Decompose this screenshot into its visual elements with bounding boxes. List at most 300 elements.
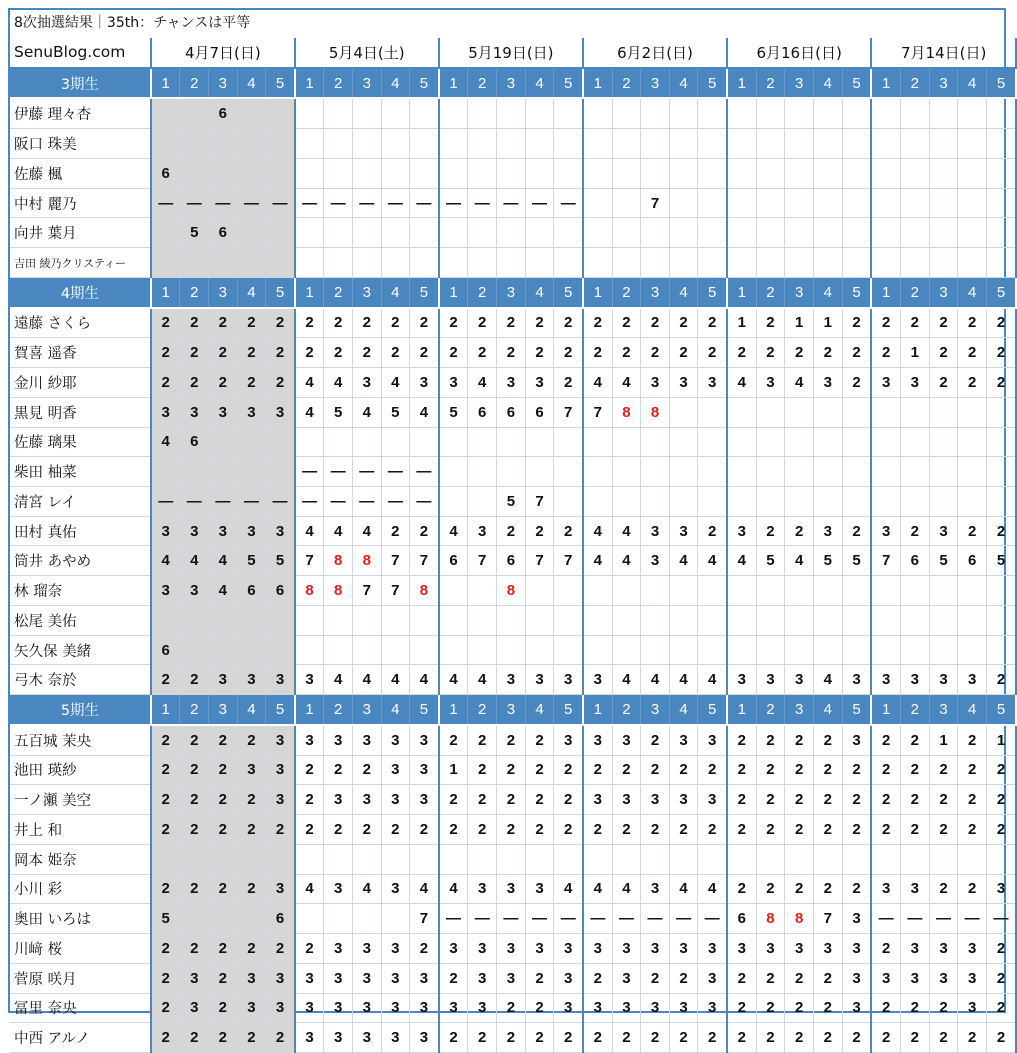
result-cell: 3 — [295, 963, 324, 993]
slot-number: 1 — [871, 277, 900, 307]
result-cell: 2 — [901, 516, 930, 546]
result-cell: 8 — [641, 397, 670, 427]
slot-number: 4 — [958, 68, 987, 99]
result-cell — [439, 635, 468, 665]
result-cell: 3 — [987, 874, 1016, 904]
result-cell: 2 — [525, 338, 554, 368]
result-cell: 2 — [987, 993, 1016, 1023]
result-cell — [554, 427, 583, 457]
result-cell — [641, 487, 670, 517]
result-cell: 3 — [554, 963, 583, 993]
member-name: 伊藤 理々杏 — [10, 98, 151, 128]
result-cell: 2 — [497, 785, 526, 815]
result-cell: 2 — [871, 308, 900, 338]
result-cell — [698, 635, 727, 665]
slot-number: 3 — [641, 68, 670, 99]
result-cell: 2 — [987, 1023, 1016, 1053]
result-cell — [209, 158, 238, 188]
member-name: 岡本 姫奈 — [10, 844, 151, 874]
slot-number: 4 — [958, 695, 987, 725]
result-cell: 2 — [641, 338, 670, 368]
result-cell: 3 — [237, 993, 266, 1023]
result-cell: 3 — [180, 963, 209, 993]
result-cell: 6 — [901, 546, 930, 576]
result-cell: 2 — [180, 725, 209, 755]
result-cell: 3 — [468, 993, 497, 1023]
result-cell: 2 — [468, 308, 497, 338]
result-cell — [410, 248, 439, 278]
result-cell — [612, 427, 641, 457]
result-cell: 2 — [901, 993, 930, 1023]
result-cell: 3 — [352, 993, 381, 1023]
result-cell: 3 — [901, 963, 930, 993]
member-row — [10, 248, 1016, 278]
result-cell — [958, 576, 987, 606]
result-cell: 2 — [958, 755, 987, 785]
result-cell — [324, 129, 353, 159]
result-cell: 3 — [785, 934, 814, 964]
result-cell: 6 — [497, 546, 526, 576]
result-cell — [209, 129, 238, 159]
result-cell — [324, 218, 353, 248]
slot-number: 2 — [468, 68, 497, 99]
result-cell: 2 — [871, 815, 900, 845]
result-cell: 2 — [958, 874, 987, 904]
result-cell — [987, 248, 1016, 278]
result-cell: — — [901, 904, 930, 934]
result-cell — [180, 457, 209, 487]
result-cell — [698, 248, 727, 278]
result-cell: 2 — [987, 934, 1016, 964]
result-cell: 8 — [410, 576, 439, 606]
result-cell: — — [295, 457, 324, 487]
result-cell: 4 — [612, 874, 641, 904]
result-cell: 4 — [554, 874, 583, 904]
result-cell — [151, 248, 180, 278]
slot-number: 4 — [525, 695, 554, 725]
result-cell: 7 — [295, 546, 324, 576]
result-cell — [756, 635, 785, 665]
result-cell: 3 — [266, 725, 295, 755]
member-name: 林 瑠奈 — [10, 576, 151, 606]
result-cell: 2 — [381, 308, 410, 338]
result-cell: 4 — [612, 665, 641, 695]
result-cell: 2 — [583, 755, 612, 785]
slot-number: 5 — [410, 695, 439, 725]
result-cell — [554, 844, 583, 874]
result-cell: 5 — [756, 546, 785, 576]
generation-header-row — [10, 68, 1016, 99]
result-cell: 3 — [324, 785, 353, 815]
member-row — [10, 904, 1016, 934]
result-cell — [669, 218, 698, 248]
result-cell — [929, 635, 958, 665]
member-row — [10, 427, 1016, 457]
result-cell: 1 — [813, 308, 842, 338]
member-name: 吉田 綾乃クリスティー — [10, 248, 151, 278]
result-cell: 3 — [410, 755, 439, 785]
result-cell: — — [295, 487, 324, 517]
result-cell — [871, 129, 900, 159]
result-cell — [756, 397, 785, 427]
result-cell: 8 — [497, 576, 526, 606]
result-cell — [209, 635, 238, 665]
result-cell — [468, 576, 497, 606]
result-cell: 2 — [151, 755, 180, 785]
result-cell — [583, 635, 612, 665]
member-name: 矢久保 美緒 — [10, 635, 151, 665]
result-cell: 2 — [554, 338, 583, 368]
result-cell — [497, 218, 526, 248]
slot-number: 2 — [468, 277, 497, 307]
result-cell: 3 — [641, 516, 670, 546]
result-cell: 2 — [698, 338, 727, 368]
result-cell: 5 — [439, 397, 468, 427]
result-cell — [901, 844, 930, 874]
result-cell: 2 — [497, 725, 526, 755]
result-cell: 2 — [987, 755, 1016, 785]
result-cell — [468, 218, 497, 248]
result-cell — [785, 576, 814, 606]
result-cell: 8 — [295, 576, 324, 606]
result-cell — [525, 158, 554, 188]
result-cell — [929, 188, 958, 218]
result-cell: 4 — [209, 576, 238, 606]
result-cell: — — [641, 904, 670, 934]
result-cell: 2 — [439, 338, 468, 368]
result-cell: 2 — [813, 785, 842, 815]
result-cell — [929, 248, 958, 278]
result-cell: 2 — [871, 934, 900, 964]
result-cell — [871, 218, 900, 248]
result-cell: 3 — [266, 665, 295, 695]
result-cell — [295, 844, 324, 874]
result-cell: 3 — [698, 993, 727, 1023]
result-cell — [497, 605, 526, 635]
result-cell: 3 — [901, 934, 930, 964]
result-cell — [929, 218, 958, 248]
result-cell — [698, 844, 727, 874]
result-cell — [756, 457, 785, 487]
result-cell: 2 — [497, 993, 526, 1023]
result-cell: 7 — [525, 546, 554, 576]
result-cell: 3 — [669, 993, 698, 1023]
slot-number: 3 — [497, 68, 526, 99]
page-title: 8次抽選結果｜35th：チャンスは平等 — [14, 15, 251, 31]
result-cell: 7 — [641, 188, 670, 218]
result-cell: 8 — [756, 904, 785, 934]
result-cell — [756, 248, 785, 278]
result-cell: 2 — [958, 785, 987, 815]
member-row — [10, 338, 1016, 368]
date-header: 6月2日(日) — [583, 38, 727, 68]
result-cell: 2 — [958, 815, 987, 845]
result-cell — [439, 218, 468, 248]
result-cell — [497, 158, 526, 188]
result-cell: 2 — [698, 308, 727, 338]
result-cell — [698, 158, 727, 188]
result-cell: 2 — [785, 993, 814, 1023]
result-cell — [266, 635, 295, 665]
result-cell: — — [180, 188, 209, 218]
result-cell — [295, 98, 324, 128]
result-cell: 3 — [352, 963, 381, 993]
result-cell: 3 — [669, 368, 698, 398]
result-cell — [381, 158, 410, 188]
result-cell: 3 — [352, 725, 381, 755]
result-cell — [237, 457, 266, 487]
result-cell: 2 — [180, 934, 209, 964]
result-cell — [266, 844, 295, 874]
result-cell: 4 — [612, 368, 641, 398]
result-cell — [987, 158, 1016, 188]
slot-number: 5 — [987, 68, 1016, 99]
result-cell — [669, 457, 698, 487]
result-cell — [180, 129, 209, 159]
result-cell: 3 — [497, 874, 526, 904]
result-cell — [727, 427, 756, 457]
result-cell: 3 — [871, 665, 900, 695]
result-cell: 2 — [698, 1023, 727, 1053]
result-cell — [842, 427, 871, 457]
result-cell — [237, 635, 266, 665]
result-cell — [901, 576, 930, 606]
result-cell: 2 — [352, 308, 381, 338]
result-cell — [352, 158, 381, 188]
result-cell: 2 — [756, 963, 785, 993]
result-cell: 2 — [929, 993, 958, 1023]
result-cell: 3 — [237, 665, 266, 695]
result-cell: 3 — [727, 665, 756, 695]
result-cell: 2 — [669, 1023, 698, 1053]
slot-number: 4 — [237, 277, 266, 307]
result-cell — [813, 129, 842, 159]
slot-number: 4 — [525, 68, 554, 99]
result-cell: 3 — [439, 368, 468, 398]
result-cell — [901, 218, 930, 248]
result-cell: 4 — [352, 397, 381, 427]
result-cell: 3 — [901, 368, 930, 398]
result-cell: 3 — [958, 963, 987, 993]
result-cell — [525, 457, 554, 487]
result-cell: 2 — [180, 665, 209, 695]
result-cell: 3 — [266, 874, 295, 904]
result-cell — [352, 129, 381, 159]
member-row — [10, 844, 1016, 874]
slot-number: 2 — [901, 277, 930, 307]
member-name: 冨里 奈央 — [10, 993, 151, 1023]
result-cell: 3 — [756, 665, 785, 695]
result-cell — [958, 487, 987, 517]
result-cell: 2 — [410, 516, 439, 546]
result-cell — [813, 576, 842, 606]
result-cell: 4 — [612, 516, 641, 546]
result-cell — [439, 158, 468, 188]
result-cell — [352, 427, 381, 457]
result-cell: 2 — [209, 338, 238, 368]
result-cell — [151, 218, 180, 248]
result-cell: 2 — [525, 755, 554, 785]
result-cell: 2 — [237, 1023, 266, 1053]
result-cell — [987, 605, 1016, 635]
result-cell — [987, 397, 1016, 427]
result-cell: 3 — [929, 963, 958, 993]
result-cell — [698, 487, 727, 517]
result-cell: 2 — [669, 755, 698, 785]
result-cell — [785, 98, 814, 128]
result-cell: 2 — [180, 308, 209, 338]
result-cell: 5 — [151, 904, 180, 934]
result-cell: 5 — [237, 546, 266, 576]
result-cell: 7 — [468, 546, 497, 576]
result-cell: — — [439, 188, 468, 218]
result-cell — [410, 98, 439, 128]
result-cell — [727, 129, 756, 159]
result-cell — [871, 98, 900, 128]
slot-number: 5 — [266, 695, 295, 725]
result-cell — [295, 218, 324, 248]
result-cell: 3 — [958, 665, 987, 695]
slot-number: 1 — [583, 277, 612, 307]
result-cell — [583, 218, 612, 248]
result-cell: 2 — [295, 308, 324, 338]
result-cell: 2 — [698, 516, 727, 546]
slot-number: 3 — [785, 68, 814, 99]
slot-number: 3 — [785, 695, 814, 725]
result-cell — [727, 248, 756, 278]
result-cell: 2 — [958, 338, 987, 368]
result-cell: 3 — [669, 934, 698, 964]
result-cell: 3 — [266, 397, 295, 427]
result-cell — [727, 188, 756, 218]
result-cell: 3 — [497, 934, 526, 964]
member-name: 奥田 いろは — [10, 904, 151, 934]
slot-number: 1 — [151, 277, 180, 307]
member-row — [10, 785, 1016, 815]
result-cell: 4 — [813, 665, 842, 695]
result-cell — [813, 635, 842, 665]
slot-number: 5 — [410, 277, 439, 307]
result-cell: 4 — [151, 546, 180, 576]
result-cell — [497, 457, 526, 487]
result-cell: 2 — [266, 368, 295, 398]
result-cell: 2 — [151, 665, 180, 695]
result-cell — [497, 427, 526, 457]
result-cell — [381, 844, 410, 874]
member-name: 川﨑 桜 — [10, 934, 151, 964]
result-cell: 1 — [901, 338, 930, 368]
result-cell: 2 — [468, 725, 497, 755]
slot-number: 2 — [324, 277, 353, 307]
result-cell — [813, 218, 842, 248]
result-cell — [842, 635, 871, 665]
result-cell — [324, 605, 353, 635]
result-cell — [698, 129, 727, 159]
result-cell — [727, 487, 756, 517]
result-cell — [410, 158, 439, 188]
slot-number: 4 — [381, 695, 410, 725]
result-cell — [842, 158, 871, 188]
result-cell — [698, 427, 727, 457]
member-row — [10, 218, 1016, 248]
result-cell — [871, 605, 900, 635]
result-cell — [266, 129, 295, 159]
result-cell — [612, 844, 641, 874]
result-cell: 2 — [727, 874, 756, 904]
result-cell: 2 — [497, 338, 526, 368]
member-name: 井上 和 — [10, 815, 151, 845]
result-cell — [439, 844, 468, 874]
result-cell: — — [958, 904, 987, 934]
result-cell: 6 — [958, 546, 987, 576]
result-cell — [209, 605, 238, 635]
result-cell — [439, 427, 468, 457]
result-cell: 2 — [525, 725, 554, 755]
result-cell — [756, 576, 785, 606]
slot-number: 1 — [439, 68, 468, 99]
result-cell — [871, 248, 900, 278]
result-cell: — — [324, 457, 353, 487]
slot-number: 3 — [497, 695, 526, 725]
result-cell — [352, 844, 381, 874]
result-cell: — — [871, 904, 900, 934]
result-cell — [468, 457, 497, 487]
result-cell: 4 — [785, 546, 814, 576]
result-cell — [641, 427, 670, 457]
slot-number: 5 — [266, 277, 295, 307]
result-cell — [209, 457, 238, 487]
result-cell: 2 — [641, 963, 670, 993]
slot-number: 5 — [842, 68, 871, 99]
result-cell — [727, 158, 756, 188]
result-cell: — — [410, 188, 439, 218]
result-cell: 2 — [497, 516, 526, 546]
result-cell: 2 — [180, 874, 209, 904]
result-cell: 4 — [295, 516, 324, 546]
result-cell: 3 — [641, 785, 670, 815]
result-cell: 2 — [929, 368, 958, 398]
result-cell: 2 — [151, 874, 180, 904]
result-cell: 2 — [439, 1023, 468, 1053]
result-cell — [669, 844, 698, 874]
result-cell — [439, 487, 468, 517]
result-cell — [554, 457, 583, 487]
slot-number: 5 — [410, 68, 439, 99]
result-cell — [295, 248, 324, 278]
result-cell: 2 — [669, 308, 698, 338]
result-cell: 2 — [381, 338, 410, 368]
member-row — [10, 993, 1016, 1023]
result-cell: 2 — [352, 815, 381, 845]
slot-number: 4 — [669, 695, 698, 725]
result-cell — [151, 457, 180, 487]
member-row — [10, 755, 1016, 785]
result-cell: 3 — [468, 934, 497, 964]
result-cell: 3 — [352, 934, 381, 964]
result-cell — [813, 605, 842, 635]
result-cell — [785, 605, 814, 635]
result-cell: 2 — [813, 755, 842, 785]
result-cell: 2 — [324, 755, 353, 785]
result-cell: 3 — [352, 1023, 381, 1053]
result-cell — [324, 158, 353, 188]
result-cell: 2 — [987, 368, 1016, 398]
result-cell: 2 — [842, 874, 871, 904]
result-cell: 5 — [987, 546, 1016, 576]
result-cell: — — [352, 487, 381, 517]
result-cell: 3 — [180, 516, 209, 546]
result-cell: 7 — [381, 546, 410, 576]
